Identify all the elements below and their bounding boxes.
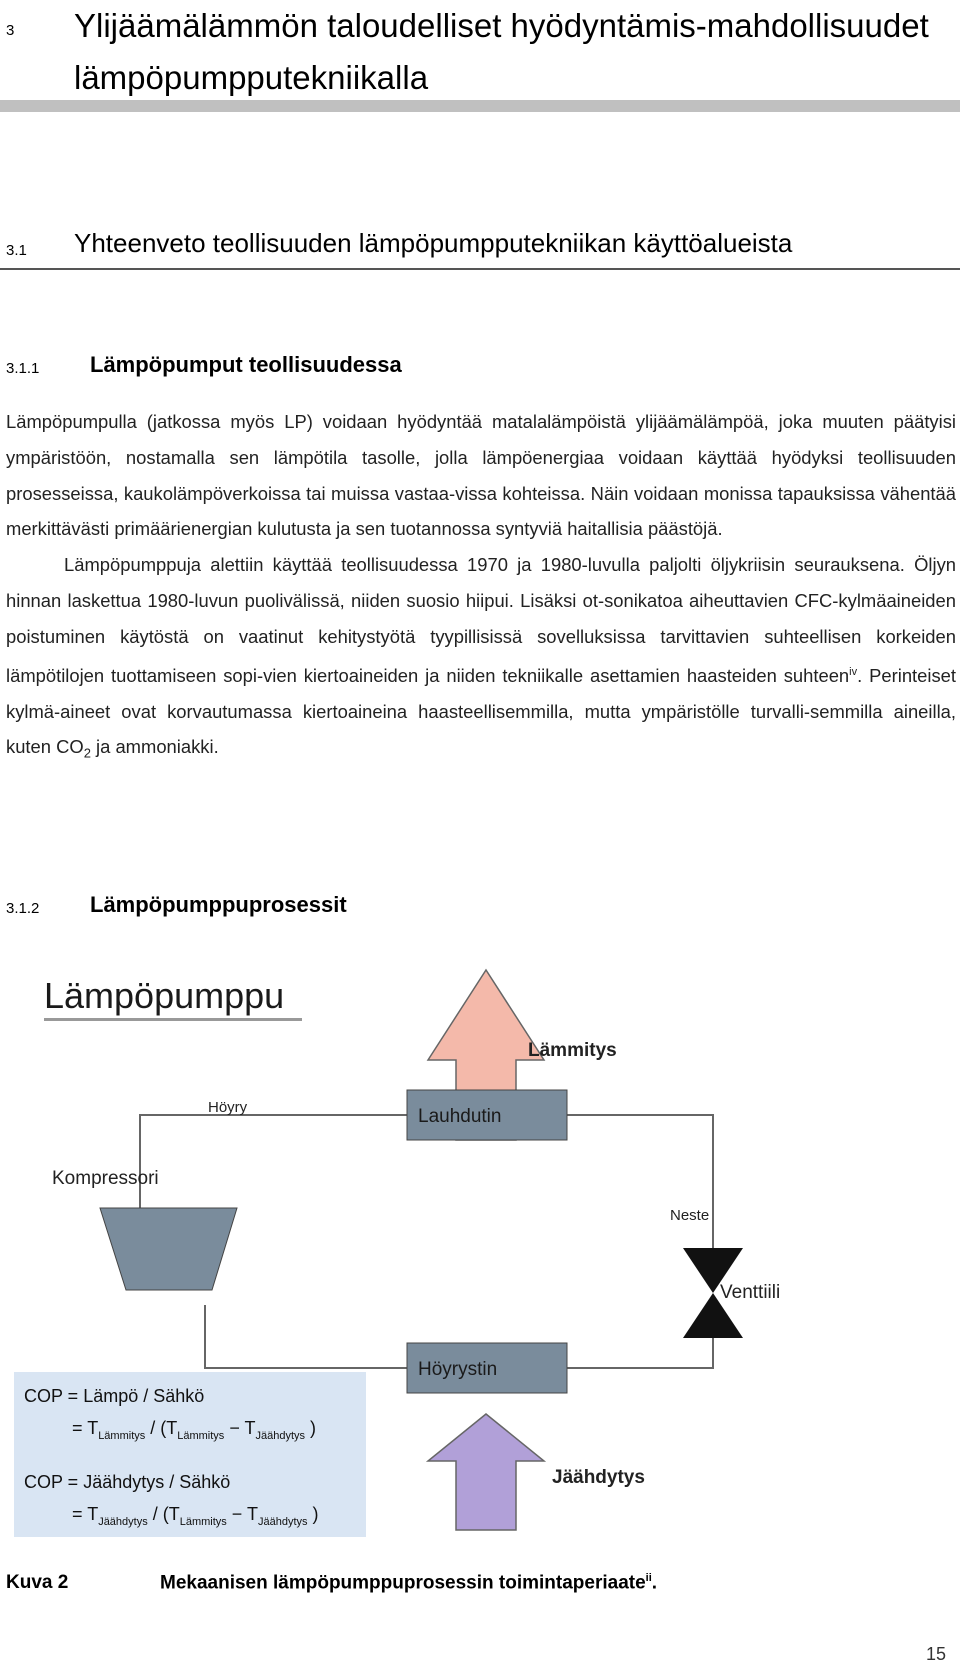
eq-part: ) bbox=[307, 1504, 319, 1524]
subsection-number: 3.1.2 bbox=[6, 900, 40, 917]
subsection-number: 3.1.1 bbox=[6, 360, 40, 377]
cop-cooling-formula: COP = Jäähdytys / Sähkö bbox=[24, 1472, 231, 1492]
liquid-label: Neste bbox=[670, 1207, 710, 1224]
eq-part: − T bbox=[226, 1504, 258, 1524]
subsection-title: Lämpöpumppuprosessit bbox=[90, 892, 347, 917]
chapter-rule bbox=[0, 100, 960, 112]
paragraph-2-part-2: . Perinteiset kylmä-aineet ovat korvautumassa kiertoaineina haasteellisemmilla, mutta ympäristölle turvalli-semmilla aineilla, kuten CO bbox=[6, 664, 957, 758]
eq-part: / (T bbox=[147, 1504, 180, 1524]
eq-subscript: Lämmitys bbox=[179, 1516, 227, 1528]
eq-prefix: = T bbox=[72, 1418, 99, 1438]
paragraph-2 bbox=[6, 547, 956, 772]
steam-label: Höyry bbox=[208, 1099, 248, 1116]
paragraph-2-part-1: Lämpöpumppuja alettiin käyttää teollisuudessa 1970 ja 1980-luvulla paljolti öljykriisin seurauksena. Öljyn hinnan laskettua 1980-luvun puolivälissä, niiden suosio hiipui. Lisäksi ot-sonikatoa aiheuttavien CFC-kylmäaineiden poistuminen käytöstä on vaatinut kehitystyötä tyypillisissä sovelluksissa tarvittavien suhteellisen korkeiden lämpötilojen tuottamiseen sopi-vien kiertoaineiden ja niiden tekniikalle asettamien haasteiden suhteen bbox=[6, 554, 956, 686]
cop-heating-formula: COP = Lämpö / Sähkö bbox=[24, 1386, 205, 1406]
section-title: Yhteenveto teollisuuden lämpöpumpputekniikan käyttöalueista bbox=[74, 228, 793, 258]
section-rule bbox=[0, 268, 960, 270]
pipe-to-evaporator bbox=[567, 1338, 713, 1368]
figure-caption-label: Kuva 2 bbox=[6, 1572, 69, 1593]
heating-label: Lämmitys bbox=[528, 1040, 617, 1061]
evaporator-label: Höyrystin bbox=[418, 1359, 498, 1380]
diagram-title-underline bbox=[44, 1018, 302, 1021]
eq-subscript: Jäähdytys bbox=[257, 1516, 308, 1528]
diagram-title: Lämpöpumppu bbox=[44, 975, 285, 1016]
pipe-liquid bbox=[567, 1115, 713, 1248]
pipe-return bbox=[205, 1305, 407, 1368]
figure-caption-text: Mekaanisen lämpöpumppuprosessin toimintaperiaate bbox=[160, 1572, 646, 1594]
reference-iv: iv bbox=[849, 665, 858, 678]
page-number: 15 bbox=[925, 1644, 946, 1664]
eq-part: / (T bbox=[145, 1418, 178, 1438]
cooling-label: Jäähdytys bbox=[552, 1467, 645, 1488]
co2-subscript: 2 bbox=[83, 745, 91, 761]
compressor-shape bbox=[100, 1208, 237, 1290]
paragraph-2-part-3: ja ammoniakki. bbox=[90, 736, 219, 758]
chapter-number: 3 bbox=[6, 22, 15, 39]
chapter-title: Ylijäämälämmön taloudelliset hyödyntämis-mahdollisuudet lämpöpumpputekniikalla bbox=[74, 7, 929, 96]
eq-part: − T bbox=[224, 1418, 256, 1438]
compressor-label: Kompressori bbox=[52, 1168, 159, 1189]
figure-caption bbox=[160, 1572, 657, 1594]
eq-prefix: = T bbox=[72, 1504, 99, 1524]
eq-subscript: Lämmitys bbox=[98, 1430, 146, 1442]
heat-pump-diagram-svg bbox=[0, 960, 960, 1550]
reference-ii: ii bbox=[645, 1572, 652, 1584]
eq-subscript: Jäähdytys bbox=[98, 1516, 148, 1528]
paragraph-1: Lämpöpumpulla (jatkossa myös LP) voidaan hyödyntää matalalämpöistä ylijäämälämpöä, joka muuten päätyisi ympäristöön, nostamalla sen lämpötila tasolle, jolla lämpöenergiaa voidaan käyttää hyödyksi teollisuuden prosesseissa, kaukolämpöverkoissa tai muissa vastaa-vissa kohteissa. Näin voidaan monissa tapauksissa vähentää merkittävästi primäärienergian kulutusta ja sen tuotannossa syntyviä haitallisia päästöjä. bbox=[6, 411, 956, 540]
heat-pump-diagram bbox=[0, 960, 960, 1550]
valve-label: Venttiili bbox=[720, 1282, 781, 1303]
section-number: 3.1 bbox=[6, 242, 27, 259]
body-text bbox=[6, 404, 956, 772]
eq-subscript: Jäähdytys bbox=[255, 1430, 306, 1442]
cooling-arrow bbox=[428, 1414, 544, 1530]
figure-caption-end: . bbox=[651, 1572, 658, 1594]
eq-subscript: Lämmitys bbox=[177, 1430, 225, 1442]
condenser-label: Lauhdutin bbox=[418, 1106, 502, 1127]
subsection-title: Lämpöpumput teollisuudessa bbox=[90, 352, 402, 377]
eq-part: ) bbox=[305, 1418, 317, 1438]
